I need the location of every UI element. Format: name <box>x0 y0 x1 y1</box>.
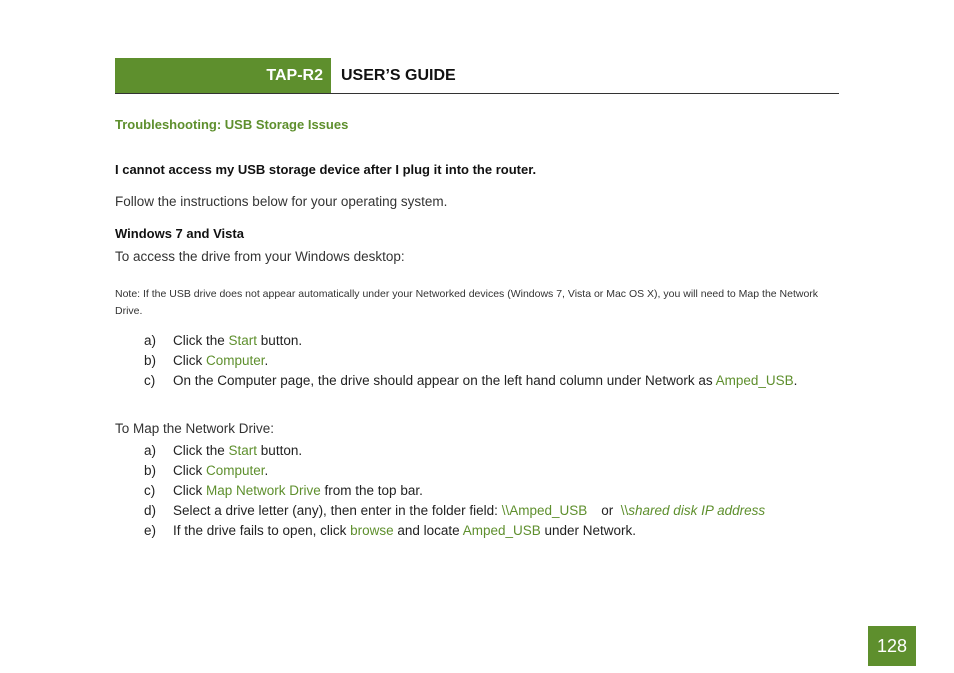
start-link: Start <box>228 443 258 458</box>
list-item: a) Click the Start button. <box>144 333 303 348</box>
list-item: b) Click Computer. <box>144 463 269 478</box>
map-drive-text: To Map the Network Drive: <box>115 421 275 436</box>
intro-text: Follow the instructions below for your operating system. <box>115 194 448 209</box>
question-heading: I cannot access my USB storage device after I plug it into the router. <box>115 162 537 177</box>
page-number: 128 <box>868 626 916 666</box>
list-item: c) On the Computer page, the drive should appear on the left hand column under Network as Amped_USB. <box>144 373 798 388</box>
header-product-bar <box>115 58 331 93</box>
access-text: To access the drive from your Windows desktop: <box>115 249 405 264</box>
steps-list-map <box>144 441 844 541</box>
product-name: TAP-R2 <box>266 67 323 84</box>
computer-link: Computer <box>206 353 265 368</box>
list-item: a) Click the Start button. <box>144 443 303 458</box>
list-item: c) Click Map Network Drive from the top bar. <box>144 483 423 498</box>
note-text: Note: If the USB drive does not appear automatically under your Networked devices (Windows 7, Vista or Mac OS X), you will need to Map the Network Drive. <box>115 288 819 317</box>
amped-usb-link: Amped_USB <box>715 373 794 388</box>
list-item: e) If the drive fails to open, click browse and locate Amped_USB under Network. <box>144 523 637 538</box>
guide-title: USER’S GUIDE <box>341 67 456 84</box>
steps-list-access <box>144 331 844 391</box>
shared-disk-ip-path: shared disk IP address <box>628 503 766 518</box>
list-item: d) Select a drive letter (any), then enter in the folder field: \\Amped_USB or \\shared disk IP address <box>144 503 766 518</box>
os-subheading: Windows 7 and Vista <box>115 226 244 241</box>
section-title: Troubleshooting: USB Storage Issues <box>115 117 349 132</box>
header-divider <box>115 93 839 94</box>
amped-usb-path: \\Amped_USB <box>501 503 588 518</box>
amped-usb-link: Amped_USB <box>462 523 541 538</box>
list-item: b) Click Computer. <box>144 353 269 368</box>
browse-link: browse <box>350 523 394 538</box>
map-network-drive-link: Map Network Drive <box>206 483 321 498</box>
computer-link: Computer <box>206 463 265 478</box>
start-link: Start <box>228 333 258 348</box>
